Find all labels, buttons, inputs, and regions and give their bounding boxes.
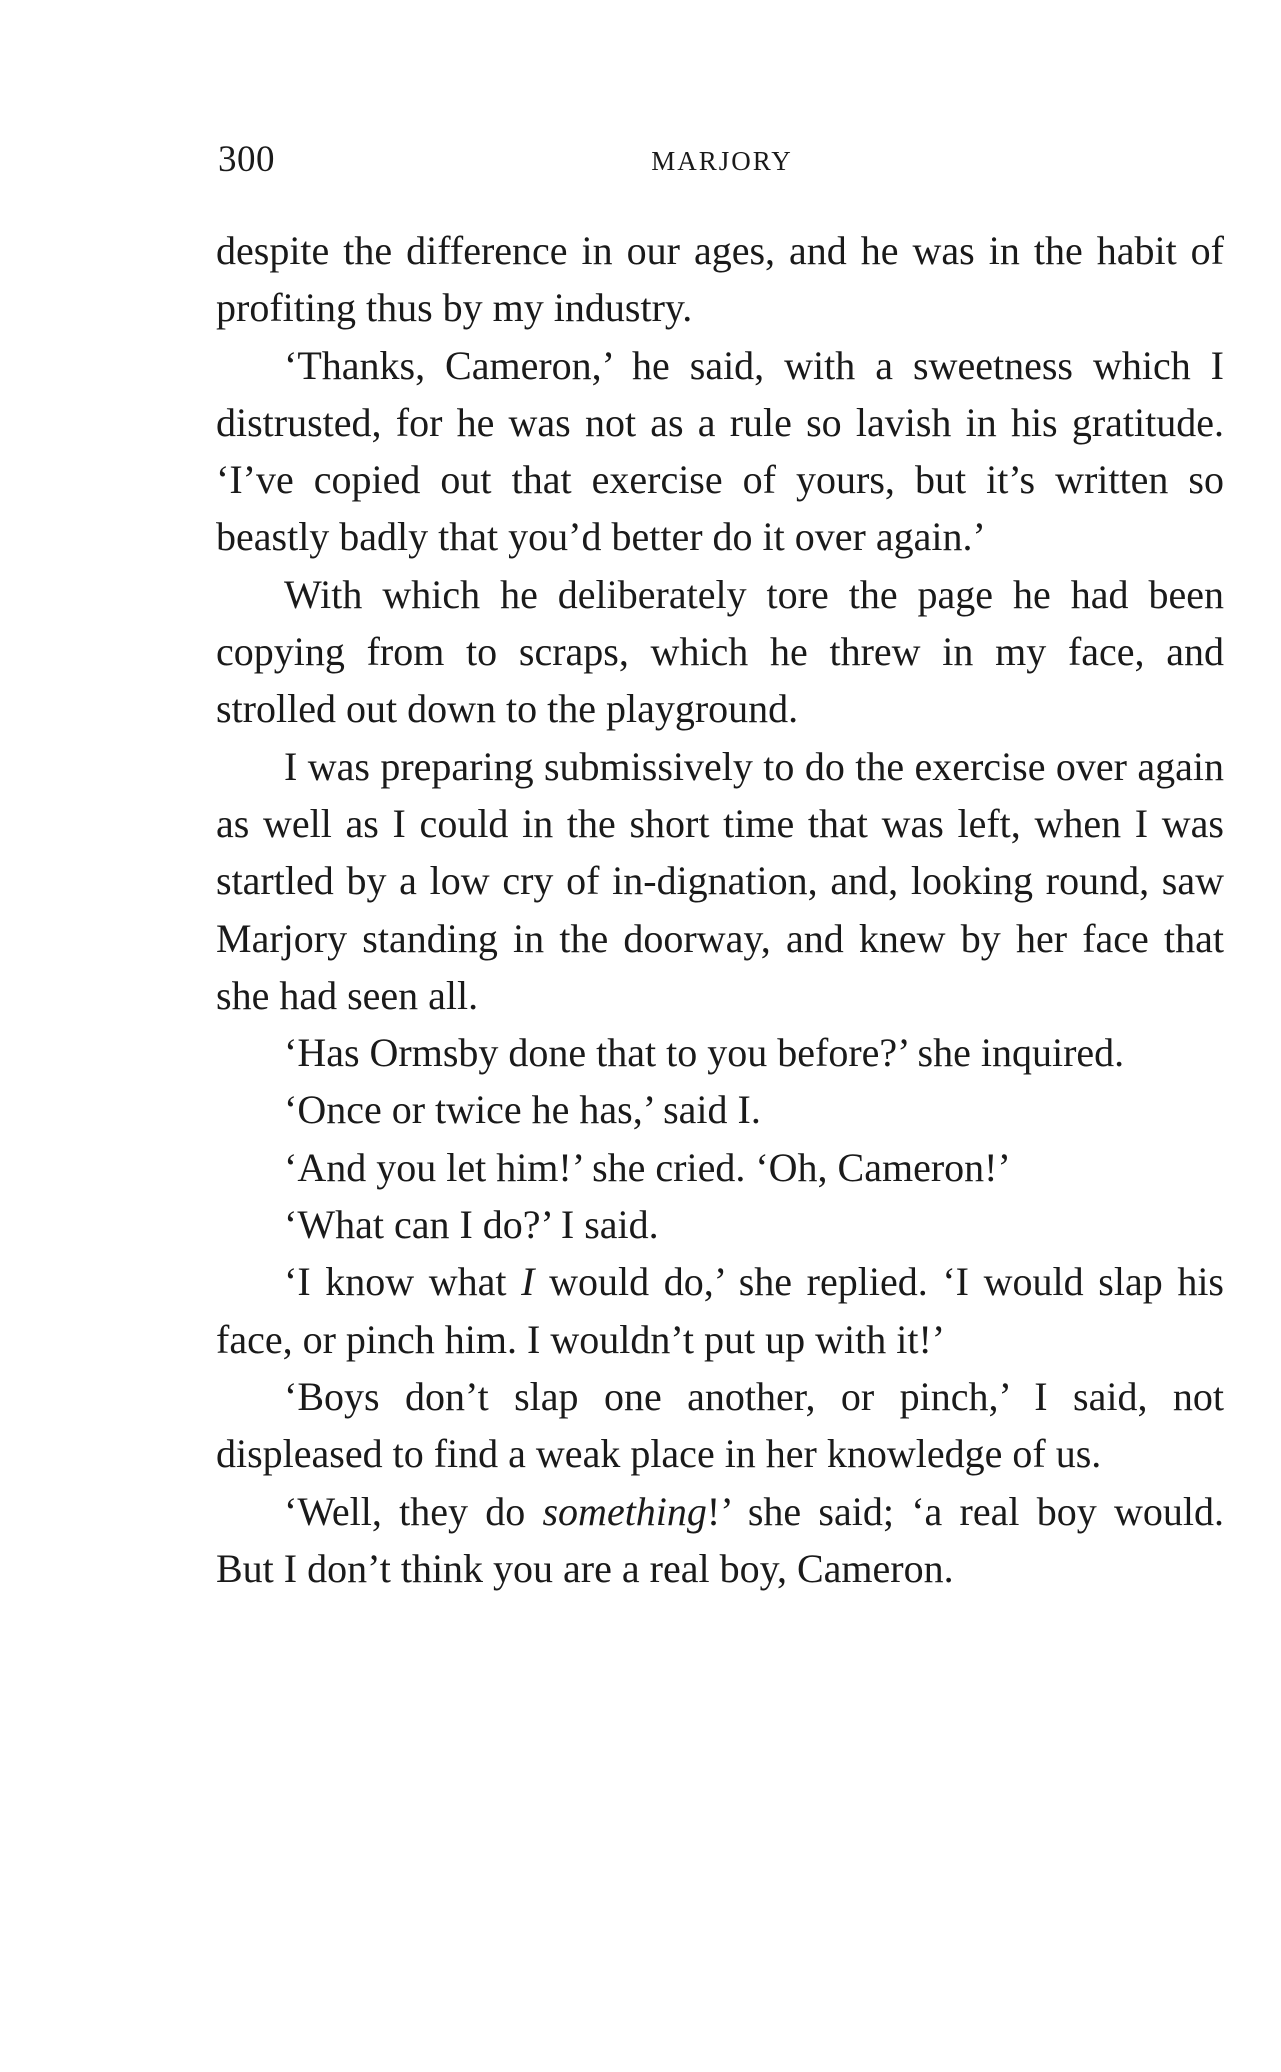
paragraph — [216, 337, 1224, 566]
page-number: 300 — [218, 139, 275, 180]
text-segment: ‘Boys don’t slap one another, or pinch,’ I said, not displeased to find a weak place in her knowledge of us. — [216, 1373, 1224, 1477]
body-text — [216, 222, 1224, 1597]
italic-text: something — [542, 1488, 707, 1534]
text-segment: !’ she said; ‘a real boy would. But I don’t think you are a real boy, Cameron. — [216, 1488, 1224, 1591]
text-segment: ‘What can I do?’ I said. — [284, 1202, 659, 1248]
text-segment: With which he deliberately tore the page he had been copying from to scraps, which he threw in my face, and strolled out down to the playground. — [216, 571, 1224, 732]
text-segment: would do,’ she replied. ‘I would slap his face, or pinch him. I wouldn’t put up with it!’ — [216, 1259, 1225, 1362]
paragraph — [216, 1483, 1224, 1598]
paragraph — [216, 1253, 1224, 1368]
text-segment: despite the difference in our ages, and he was in the habit of profiting thus by my industry. — [216, 228, 1224, 331]
paragraph — [216, 1081, 1224, 1138]
text-segment: ‘Has Ormsby done that to you before?’ she inquired. — [284, 1030, 1125, 1076]
paragraph — [216, 1196, 1224, 1253]
text-segment: I was preparing submissively to do the exercise over again as well as I could in the short time that was left, when I was startled by a low cry of in-dignation, and, looking round, saw Marjory standing in the doorway, and knew by her face that she had seen all. — [216, 743, 1224, 1018]
running-title: MARJORY — [651, 146, 793, 176]
paragraph — [216, 222, 1224, 337]
text-segment: ‘Thanks, Cameron,’ he said, with a sweetness which I distrusted, for he was not as a rule so lavish in his gratitude. ‘I’ve copied out that exercise of yours, but it’s written so beastly badly that you’d better do it over again.’ — [216, 342, 1224, 560]
paragraph — [216, 1024, 1224, 1081]
paragraph — [216, 1368, 1224, 1483]
text-segment: ‘Once or twice he has,’ said I. — [284, 1087, 761, 1133]
text-segment: ‘Well, they do — [284, 1488, 543, 1534]
paragraph — [216, 566, 1224, 738]
italic-text: I — [521, 1259, 535, 1305]
text-segment: ‘And you let him!’ she cried. ‘Oh, Cameron!’ — [284, 1144, 1011, 1190]
paragraph — [216, 738, 1224, 1024]
text-segment: ‘I know what — [284, 1259, 522, 1305]
page-header — [218, 138, 1226, 188]
paragraph — [216, 1139, 1224, 1196]
